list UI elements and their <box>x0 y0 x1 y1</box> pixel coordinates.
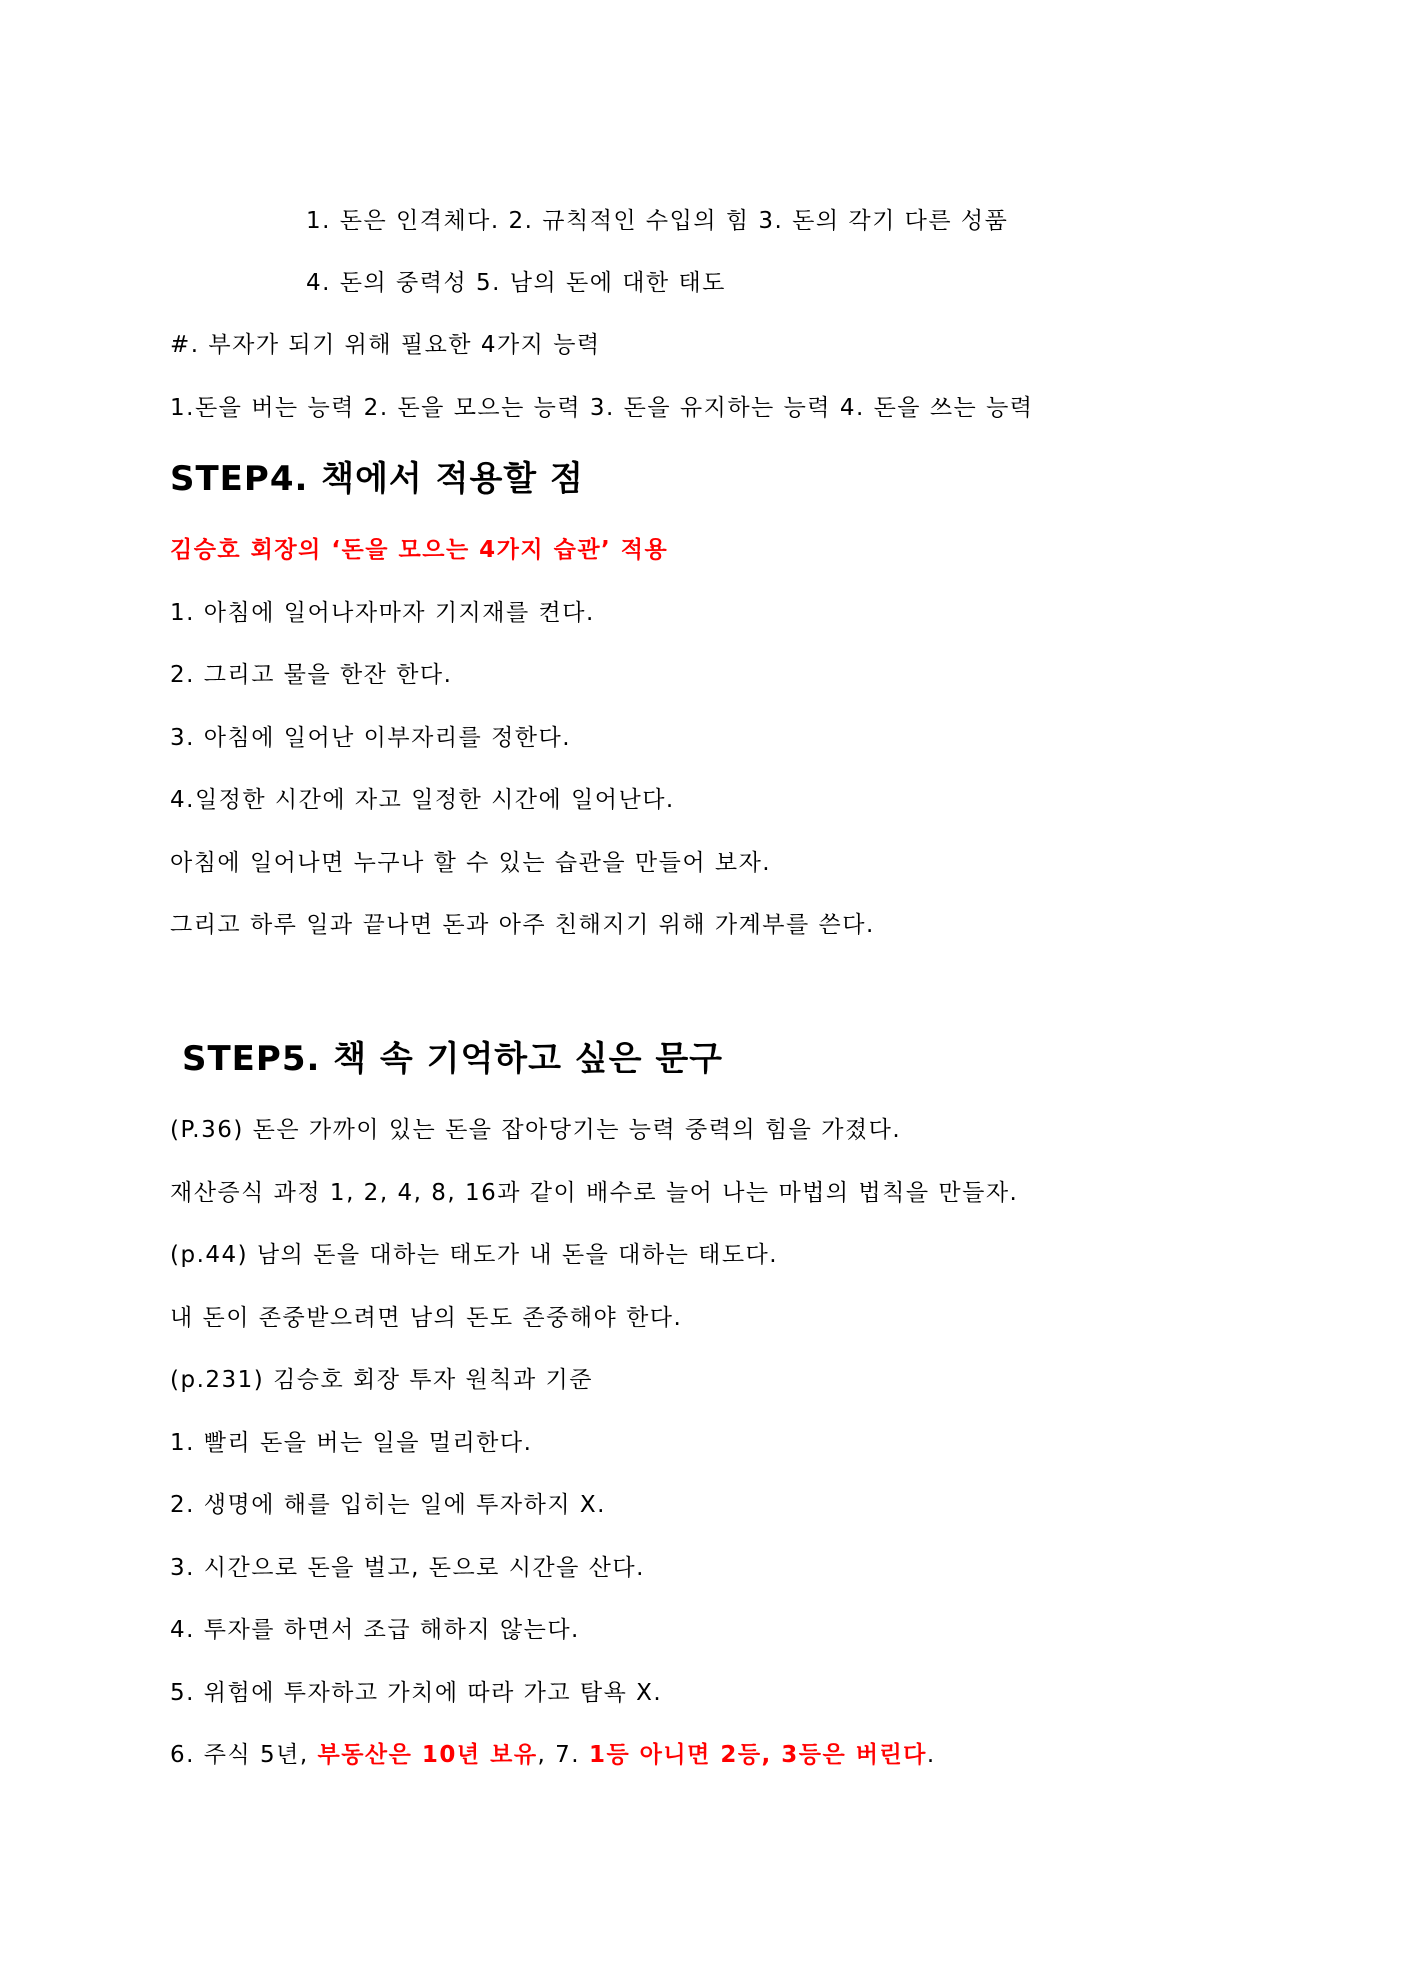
abilities-list: 1.돈을 버는 능력 2. 돈을 모으는 능력 3. 돈을 유지하는 능력 4. 돈을 쓰는 능력 <box>170 395 1034 421</box>
step4-subtitle: 김승호 회장의 ‘돈을 모으는 4가지 습관’ 적용 <box>170 537 669 563</box>
abilities-heading: #. 부자가 되기 위해 필요한 4가지 능력 <box>170 332 601 358</box>
step5-item-10: 5. 위험에 투자하고 가치에 따라 가고 탐욕 X. <box>170 1680 663 1706</box>
step5-last-line <box>170 1740 936 1770</box>
step3-list-line-1: 1. 돈은 인격체다. 2. 규칙적인 수입의 힘 3. 돈의 각기 다른 성품 <box>306 208 1009 234</box>
real-estate-highlight: 부동산은 10년 보유 <box>317 1742 538 1768</box>
step5-item-3: (p.44) 남의 돈을 대하는 태도가 내 돈을 대하는 태도다. <box>170 1242 779 1268</box>
step4-item-2: 2. 그리고 물을 한잔 한다. <box>170 662 453 688</box>
step5-item-8: 3. 시간으로 돈을 벌고, 돈으로 시간을 산다. <box>170 1555 645 1581</box>
step5-title: STEP5. 책 속 기억하고 싶은 문구 <box>182 1039 724 1079</box>
step4-item-1: 1. 아침에 일어나자마자 기지재를 켠다. <box>170 600 595 626</box>
last-line-part-e: . <box>926 1742 936 1768</box>
last-line-part-a: 6. 주식 5년, <box>170 1742 318 1768</box>
last-line-part-c: , 7. <box>537 1742 589 1768</box>
step4-item-5: 아침에 일어나면 누구나 할 수 있는 습관을 만들어 보자. <box>170 850 772 876</box>
rank-highlight: 1등 아니면 2등, 3등은 버린다 <box>588 1742 927 1768</box>
step5-item-1: (P.36) 돈은 가까이 있는 돈을 잡아당기는 능력 중력의 힘을 가졌다. <box>170 1117 902 1143</box>
step5-item-5: (p.231) 김승호 회장 투자 원칙과 기준 <box>170 1367 593 1393</box>
step5-item-6: 1. 빨리 돈을 버는 일을 멀리한다. <box>170 1430 533 1456</box>
step5-item-9: 4. 투자를 하면서 조급 해하지 않는다. <box>170 1617 580 1643</box>
step5-item-7: 2. 생명에 해를 입히는 일에 투자하지 X. <box>170 1492 606 1518</box>
step5-item-2: 재산증식 과정 1, 2, 4, 8, 16과 같이 배수로 늘어 나는 마법의 법칙을 만들자. <box>170 1180 1019 1206</box>
step4-title: STEP4. 책에서 적용할 점 <box>170 459 584 499</box>
step5-item-4: 내 돈이 존중받으려면 남의 돈도 존중해야 한다. <box>170 1305 683 1331</box>
step4-item-3: 3. 아침에 일어난 이부자리를 정한다. <box>170 725 572 751</box>
step4-item-6: 그리고 하루 일과 끝나면 돈과 아주 친해지기 위해 가계부를 쓴다. <box>170 912 875 938</box>
step4-item-4: 4.일정한 시간에 자고 일정한 시간에 일어난다. <box>170 787 675 813</box>
step3-list-line-2: 4. 돈의 중력성 5. 남의 돈에 대한 태도 <box>306 270 726 296</box>
